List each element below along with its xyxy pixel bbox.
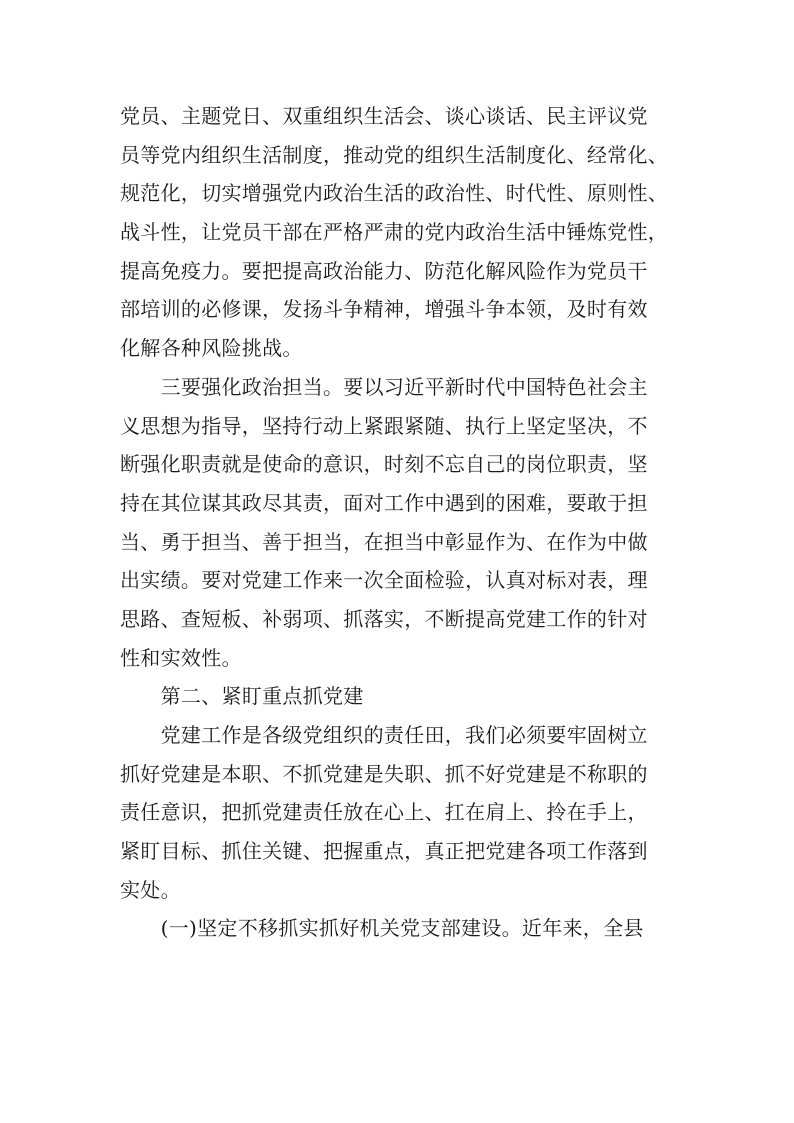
text-line: 性和实效性。 (120, 645, 242, 670)
paragraph-start: 党建工作是各级党组织的责任田，我们必须要牢固树立 (120, 723, 648, 747)
text-line: 实处。 (120, 877, 181, 902)
text-line: 出实绩。要对党建工作来一次全面检验，认真对标对表，理 (120, 568, 648, 593)
text-line: 当、勇于担当、善于担当，在担当中彰显作为、在作为中做 (120, 529, 648, 554)
body-text (120, 97, 680, 948)
text-line: 员等党内组织生活制度，推动党的组织生活制度化、经常化、 (120, 142, 669, 167)
text-line: 规范化，切实增强党内政治生活的政治性、时代性、原则性、 (120, 181, 669, 206)
text-line: 抓好党建是本职、不抓党建是失职、抓不好党建是不称职的 (120, 761, 648, 786)
text-line: 化解各种风险挑战。 (120, 336, 303, 361)
paragraph-start: (一)坚定不移抓实抓好机关党支部建设。近年来，全县 (120, 916, 644, 941)
text-line: 义思想为指导，坚持行动上紧跟紧随、执行上坚定坚决，不 (120, 413, 648, 438)
section-heading: 第二、紧盯重点抓党建 (120, 684, 364, 709)
text-line: 战斗性，让党员干部在严格严肃的党内政治生活中锤炼党性， (120, 220, 669, 245)
text-line: 提高免疫力。要把提高政治能力、防范化解风险作为党员干 (120, 258, 648, 283)
text-line: 持在其位谋其政尽其责，面对工作中遇到的困难，要敢于担 (120, 490, 648, 515)
paragraph-start: 三要强化政治担当。要以习近平新时代中国特色社会主 (120, 374, 648, 399)
text-line: 紧盯目标、抓住关键、把握重点，真正把党建各项工作落到 (120, 839, 648, 864)
text-line: 断强化职责就是使命的意识，时刻不忘自己的岗位职责，坚 (120, 452, 648, 477)
text-line: 部培训的必修课，发扬斗争精神，增强斗争本领，及时有效 (120, 297, 648, 322)
text-line: 党员、主题党日、双重组织生活会、谈心谈话、民主评议党 (120, 104, 648, 128)
text-line: 思路、查短板、补弱项、抓落实，不断提高党建工作的针对 (120, 606, 648, 631)
text-line: 责任意识，把抓党建责任放在心上、扛在肩上、拎在手上， (120, 800, 648, 825)
